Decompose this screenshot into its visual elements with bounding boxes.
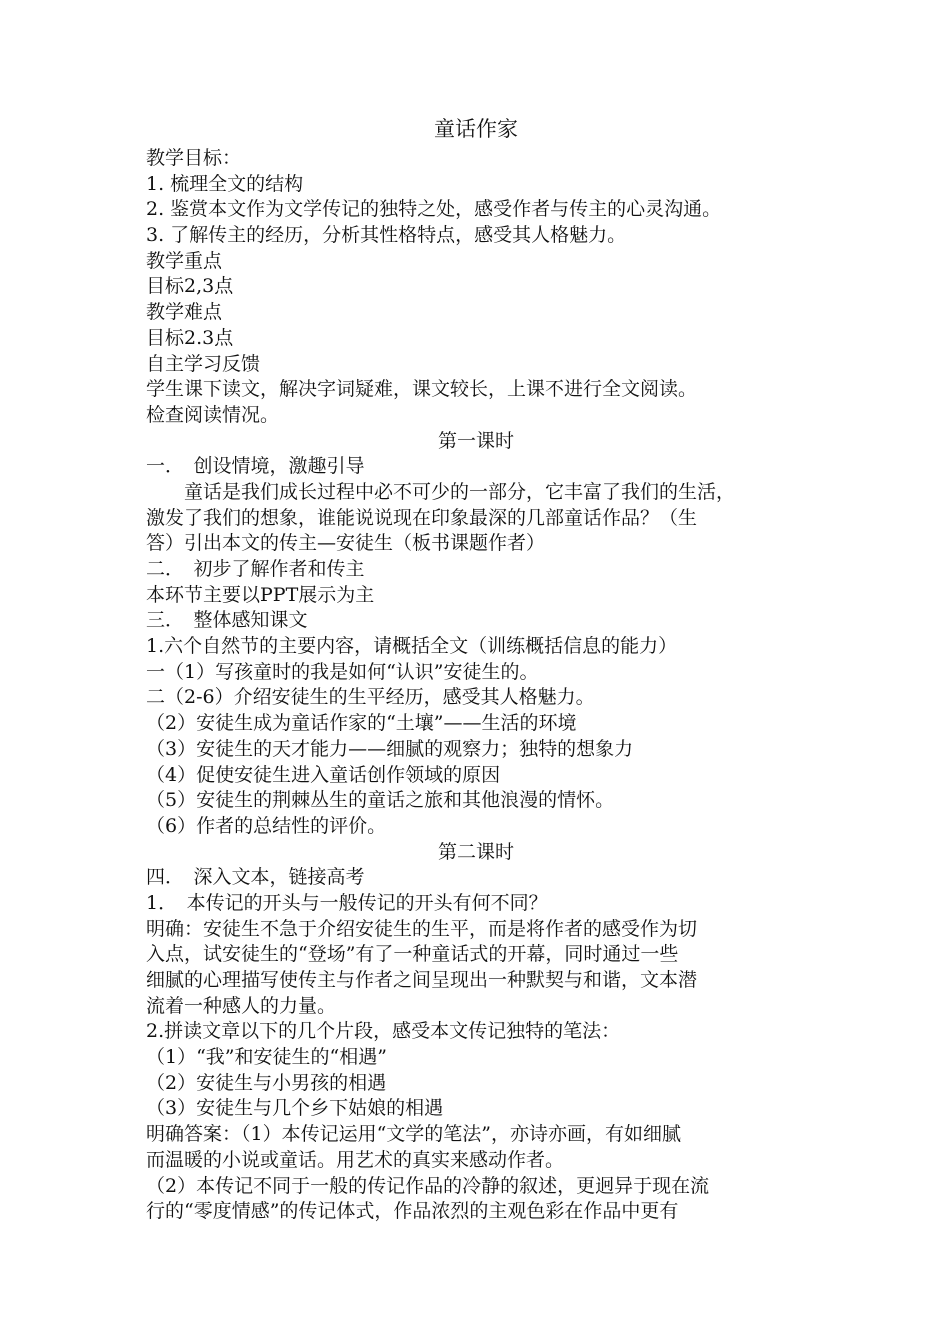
text-line: （6）作者的总结性的评价。 xyxy=(146,814,387,837)
text-line: 学生课下读文，解决字词疑难，课文较长，上课不进行全文阅读。 xyxy=(146,378,698,401)
text-line: 明确答案：（1）本传记运用“文学的笔法”，亦诗亦画，有如细腻 xyxy=(146,1123,682,1146)
text-line: 入点，试安徒生的“登场”有了一种童话式的开幕，同时通过一些 xyxy=(146,943,679,966)
text-line: 1． 本传记的开头与一般传记的开头有何不同？ xyxy=(146,891,548,914)
text-line: （3）安徒生与几个乡下姑娘的相遇 xyxy=(146,1097,444,1120)
text-line: 教学难点 xyxy=(146,301,223,324)
text-line: 检查阅读情况。 xyxy=(146,403,280,426)
text-line: 自主学习反馈 xyxy=(146,352,261,375)
document-page xyxy=(146,112,806,1225)
document-title: 童话作家 xyxy=(434,117,518,141)
section-heading: 第二课时 xyxy=(437,840,514,863)
text-line: 流着一种感人的力量。 xyxy=(146,994,337,1017)
text-line: 教学重点 xyxy=(146,249,223,272)
text-line: 明确：安徒生不急于介绍安徒生的生平，而是将作者的感受作为切 xyxy=(146,917,698,940)
text-line: 目标2,3点 xyxy=(146,275,234,298)
text-line: 激发了我们的想象，谁能说说现在印象最深的几部童话作品？（生 xyxy=(146,506,698,529)
text-line: 二． 初步了解作者和传主 xyxy=(146,558,365,580)
text-line: 三． 整体感知课文 xyxy=(146,609,308,632)
text-line: 2.拼读文章以下的几个片段，感受本文传记独特的笔法： xyxy=(146,1020,621,1043)
text-line: 而温暖的小说或童话。用艺术的真实来感动作者。 xyxy=(146,1148,565,1171)
text-line: （2）安徒生与小男孩的相遇 xyxy=(146,1071,387,1094)
text-line: 1. 梳理全文的结构 xyxy=(146,172,304,195)
text-line: 3. 了解传主的经历，分析其性格特点，感受其人格魅力。 xyxy=(146,224,627,247)
text-line: 答）引出本文的传主—安徒生（板书课题作者） xyxy=(146,532,546,555)
text-line: 2. 鉴赏本文作为文学传记的独特之处，感受作者与传主的心灵沟通。 xyxy=(146,198,722,221)
section-heading: 第一课时 xyxy=(437,429,514,452)
text-line: （3）安徒生的天才能力——细腻的观察力；独特的想象力 xyxy=(146,737,634,760)
text-line: 本环节主要以PPT展示为主 xyxy=(146,583,375,606)
text-line: （2）安徒生成为童话作家的“土壤”——生活的环境 xyxy=(146,712,577,735)
text-line: 四． 深入文本，链接高考 xyxy=(146,866,365,889)
text-line: 一． 创设情境，激趣引导 xyxy=(146,455,365,478)
text-line: （1）“我”和安徒生的“相遇” xyxy=(146,1046,387,1069)
text-line: 行的“零度情感”的传记体式，作品浓烈的主观色彩在作品中更有 xyxy=(146,1200,679,1223)
text-line: （5）安徒生的荆棘丛生的童话之旅和其他浪漫的情怀。 xyxy=(146,789,615,812)
text-line: 1.六个自然节的主要内容，请概括全文（训练概括信息的能力） xyxy=(146,635,678,658)
text-line: 一（1）写孩童时的我是如何“认识”安徒生的。 xyxy=(146,660,539,683)
text-line: （4）促使安徒生进入童话创作领域的原因 xyxy=(146,763,501,786)
text-line: 教学目标： xyxy=(146,147,242,169)
text-line: 二（2-6）介绍安徒生的生平经历，感受其人格魅力。 xyxy=(146,686,595,709)
text-line: 细腻的心理描写使传主与作者之间呈现出一种默契与和谐，文本潜 xyxy=(146,969,698,991)
document-body xyxy=(146,146,806,1225)
text-line: （2）本传记不同于一般的传记作品的冷静的叙述，更迥异于现在流 xyxy=(146,1174,710,1197)
text-line: 目标2.3点 xyxy=(146,326,234,349)
text-line: 童话是我们成长过程中必不可少的一部分，它丰富了我们的生活， xyxy=(184,480,736,503)
